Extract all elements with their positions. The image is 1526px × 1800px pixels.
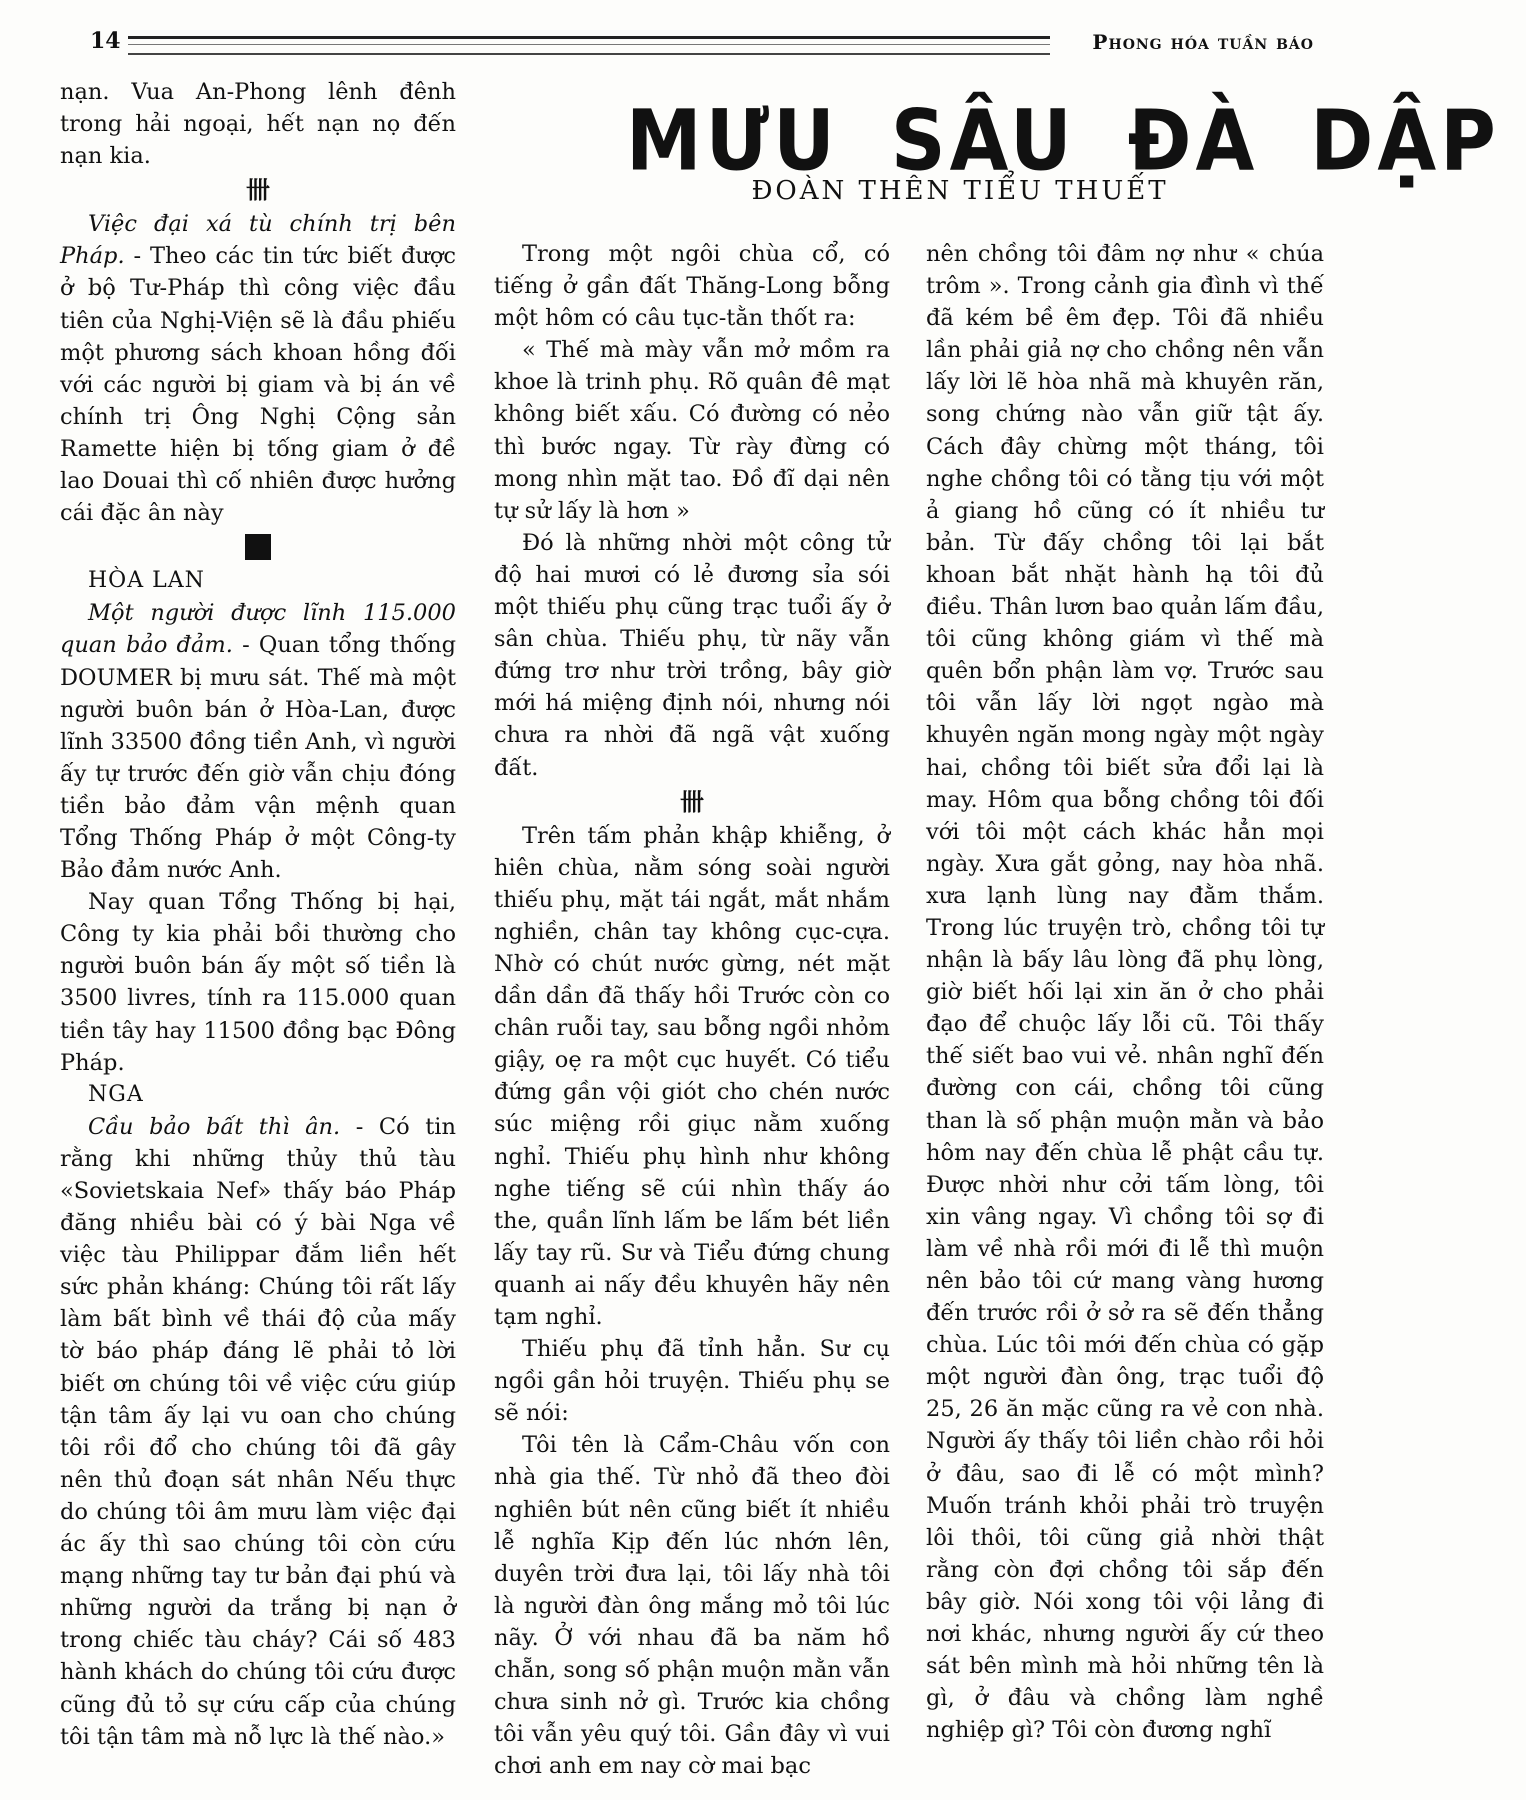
ornament	[494, 784, 890, 820]
news-item-insurance	[60, 597, 456, 886]
ornament	[60, 172, 456, 208]
news-item-sailors	[60, 1111, 456, 1753]
header-rule	[128, 36, 1050, 55]
story-paragraph: Đó là những nhời một công tử độ hai mươi có lẻ đương sỉa sói một thiếu phụ cũng trạc tuổi ấy ở sân chùa. Thiếu phụ, từ nãy vẫn đứng trơ như trời trồng, bây giờ mới há miệng định nói, nhưng nói chưa ra nhời đã ngã vật xuống đất.	[494, 529, 890, 781]
item-body: - Có tin rằng khi những thủy thủ tàu «Sovietskaia Nef» thấy báo Pháp đăng nhiều bài có ý bài Nga về việc tàu Philippar đắm liền hết sức phản kháng: Chúng tôi rất lấy làm bất bình về thái độ của mấy tờ báo pháp đáng lẽ phải tỏ lời biết ơn chúng tôi về việc cứu giúp tận tâm ấy lại vu oan cho chúng tôi rồi đổ cho chúng tôi đã gây nên thủ đoạn sát nhân Nếu thực do chúng tôi âm mưu làm việc đại ác ấy thì sao chúng tôi còn cứu mạng những tay tư bản đại phú và những người da trắng bị nạn ở trong chiếc tàu cháy? Cái số 483 hành khách do chúng tôi cứu được cũng đủ tỏ sự cứu cấp của chúng tôi tận tâm mà nỗ lực là thế nào.»	[60, 1113, 456, 1750]
ornament-glyph: 卌	[680, 786, 704, 816]
story-paragraph: Tôi tên là Cẩm-Châu vốn con nhà gia thế. Từ nhỏ đã theo đòi nghiên bút nên cũng biết ít nhiều lễ nghĩa Kịp đến lúc nhớn lên, duyên trời đưa lại, tôi lấy nhà tôi là người đàn ông mắng mỏ tôi lúc nãy. Ở với nhau đã ba năm hồ chẵn, song số phận muộn mằn vẫn chưa sinh nở gì. Trước kia chồng tôi vẫn yêu quý tôi. Gần đây vì vui chơi anh em nay cờ mai bạc	[494, 1432, 890, 1780]
story-paragraph: « Thế mà mày vẫn mở mồm ra khoe là trinh phụ. Rõ quân đê mạt không biết xấu. Có đường có nẻo thì bước ngay. Từ rày đừng có mong nhìn mặt tao. Đồ đĩ dại nên tự sử lấy là hơn »	[494, 337, 890, 524]
story-paragraph: Trong một ngôi chùa cổ, có tiếng ở gần đất Thăng-Long bỗng một hôm có câu tục-tằn thốt ra:	[494, 241, 890, 332]
square-icon	[245, 534, 271, 560]
story-column-2	[926, 238, 1324, 1746]
item-headline: Việc đại xá tù chính trị bên Pháp.	[60, 211, 456, 270]
item-body: - Theo các tin tức biết được ở bộ Tư-Pháp thì công việc đầu tiên của Nghị-Viện sẽ là đầu phiếu một phương sách khoan hồng đối với các người bị giam và bị án về chính trị Ông Nghị Cộng sản Ramette hiện bị tống giam ở đề lao Douai thì cố nhiên được hưởng cái đặc ân này	[60, 243, 456, 527]
item-body: - Quan tổng thống DOUMER bị mưu sát. Thế mà một người buôn bán ở Hòa-Lan, được lĩnh 33500 đồng tiền Anh, vì người ấy tự trước đến giờ vẫn chịu đóng tiền bảo đảm vận mệnh quan Tổng Thống Pháp ở một Công-ty Bảo đảm nước Anh.	[60, 632, 456, 884]
item-headline: Cầu bảo bất thì ân.	[88, 1113, 341, 1140]
title-word: MƯU	[626, 91, 839, 190]
news-column	[60, 76, 456, 1753]
ornament-square	[60, 529, 456, 565]
item-headline: Một người được lĩnh 115.000 quan bảo đảm.	[60, 600, 456, 659]
section-heading-russia: NGA	[88, 1081, 144, 1107]
title-word: SÂU	[890, 91, 1076, 190]
news-item-insurance-cont: Nay quan Tổng Thống bị hại, Công ty kia phải bồi thường cho người buôn bán ấy một số tiền là 3500 livres, tính ra 115.000 quan tiền tây hay 11500 đồng bạc Đông Pháp.	[60, 889, 456, 1076]
story-byline: ĐOÀN THÊN TIỂU THUẾT	[751, 176, 1169, 206]
header-rule-inner	[128, 44, 1050, 45]
news-item-amnesty	[60, 208, 456, 529]
story-column-1	[494, 238, 890, 1782]
section-heading-holland: HÒA LAN	[88, 568, 205, 594]
intro-paragraph: nạn. Vua An-Phong lênh đênh trong hải ngoại, hết nạn nọ đến nạn kia.	[60, 79, 456, 170]
story-paragraph: Thiếu phụ đã tỉnh hẳn. Sư cụ ngồi gần hỏi truyện. Thiếu phụ se sẽ nói:	[494, 1336, 890, 1427]
title-word: DẬP	[1310, 91, 1500, 190]
ornament-glyph: 卌	[246, 175, 270, 205]
page-number: 14	[90, 28, 121, 54]
story-paragraph: Trên tấm phản khập khiễng, ở hiên chùa, nằm sóng soài người thiếu phụ, mặt tái ngắt, mắt nhắm nghiền, chân tay không cục-cựa. Nhờ có chút nước gừng, nét mặt dần dần đã thấy hồi Trước còn co chân ruỗi tay, sau bỗng ngồi nhỏm giậy, oẹ ra một cục huyết. Có tiểu đứng gần vội giót cho chén nước súc miệng rồi giục nằm xuống nghỉ. Thiếu phụ hình như không nghe tiếng sẽ cúi nhìn thấy áo the, quần lĩnh lấm be lấm bét liền lấy tay rũ. Sư và Tiểu đứng chung quanh ai nấy đều khuyên hãy nên tạm nghỉ.	[494, 822, 890, 1330]
page-header	[80, 28, 1320, 62]
title-word: ĐÀ	[1127, 91, 1259, 190]
story-paragraph: nên chồng tôi đâm nợ như « chúa trôm ». Trong cảnh gia đình vì thế đã kém bề êm đẹp. Tôi đã nhiều lần phải giả nợ cho chồng nên vẫn lấy lời lẽ hòa nhã mà khuyên răn, song chứng nào vẫn giữ tật ấy. Cách đây chừng một tháng, tôi nghe chồng tôi có tằng tịu với một ả giang hồ cũng có ít nhiều tư bản. Từ đấy chồng tôi lại bắt khoan bắt nhặt hành hạ tôi đủ điều. Thân lươn bao quản lấm đầu, tôi cũng không giám vì thế mà quên bổn phận làm vợ. Trước sau tôi vẫn lấy lời ngọt ngào mà khuyên ngăn mong ngày một ngày hai, chồng tôi biết sửa đổi lại là may. Hôm qua bỗng chồng tôi đối với tôi một cách khác hẳn mọi ngày. Xưa gắt gỏng, nay hòa nhã. xưa lạnh lùng nay đằm thắm. Trong lúc truyện trò, chồng tôi tự nhận là bấy lâu lòng đã phụ lòng, giờ biết hối lại xin ăn ở cho phải đạo để chuộc lấy lỗi cũ. Tôi thấy thế siết bao vui vẻ. nhân nghĩ đến đường con cái, chồng tôi cũng than là số phận muộn mằn và bảo hôm nay đến chùa lễ phật cầu tự. Được nhời như cởi tấm lòng, tôi xin vâng ngay. Vì chồng tôi sợ đi làm về nhà rồi mới đi lễ thì muộn nên bảo tôi cứ mang vàng hương đến trước rồi ở sở ra sẽ đến thẳng chùa. Lúc tôi mới đến chùa có gặp một người đàn ông, trạc tuổi độ 25, 26 ăn mặc cũng ra vẻ con nhà. Người ấy thấy tôi liền chào rồi hỏi ở đâu, sao đi lễ có một mình? Muốn tránh khỏi phải trò truyện lôi thôi, tôi cũng giả nhời thật rằng còn đợi chồng tôi sắp đến bây giờ. Nói xong tôi vội lảng đi nơi khác, nhưng người ấy cứ theo sát bên mình mà hỏi những tên là gì, ở đâu và chồng làm nghề nghiệp gì? Tôi còn đương nghĩ	[926, 241, 1324, 1744]
publication-name: Phong hóa tuần báo	[1092, 30, 1314, 54]
